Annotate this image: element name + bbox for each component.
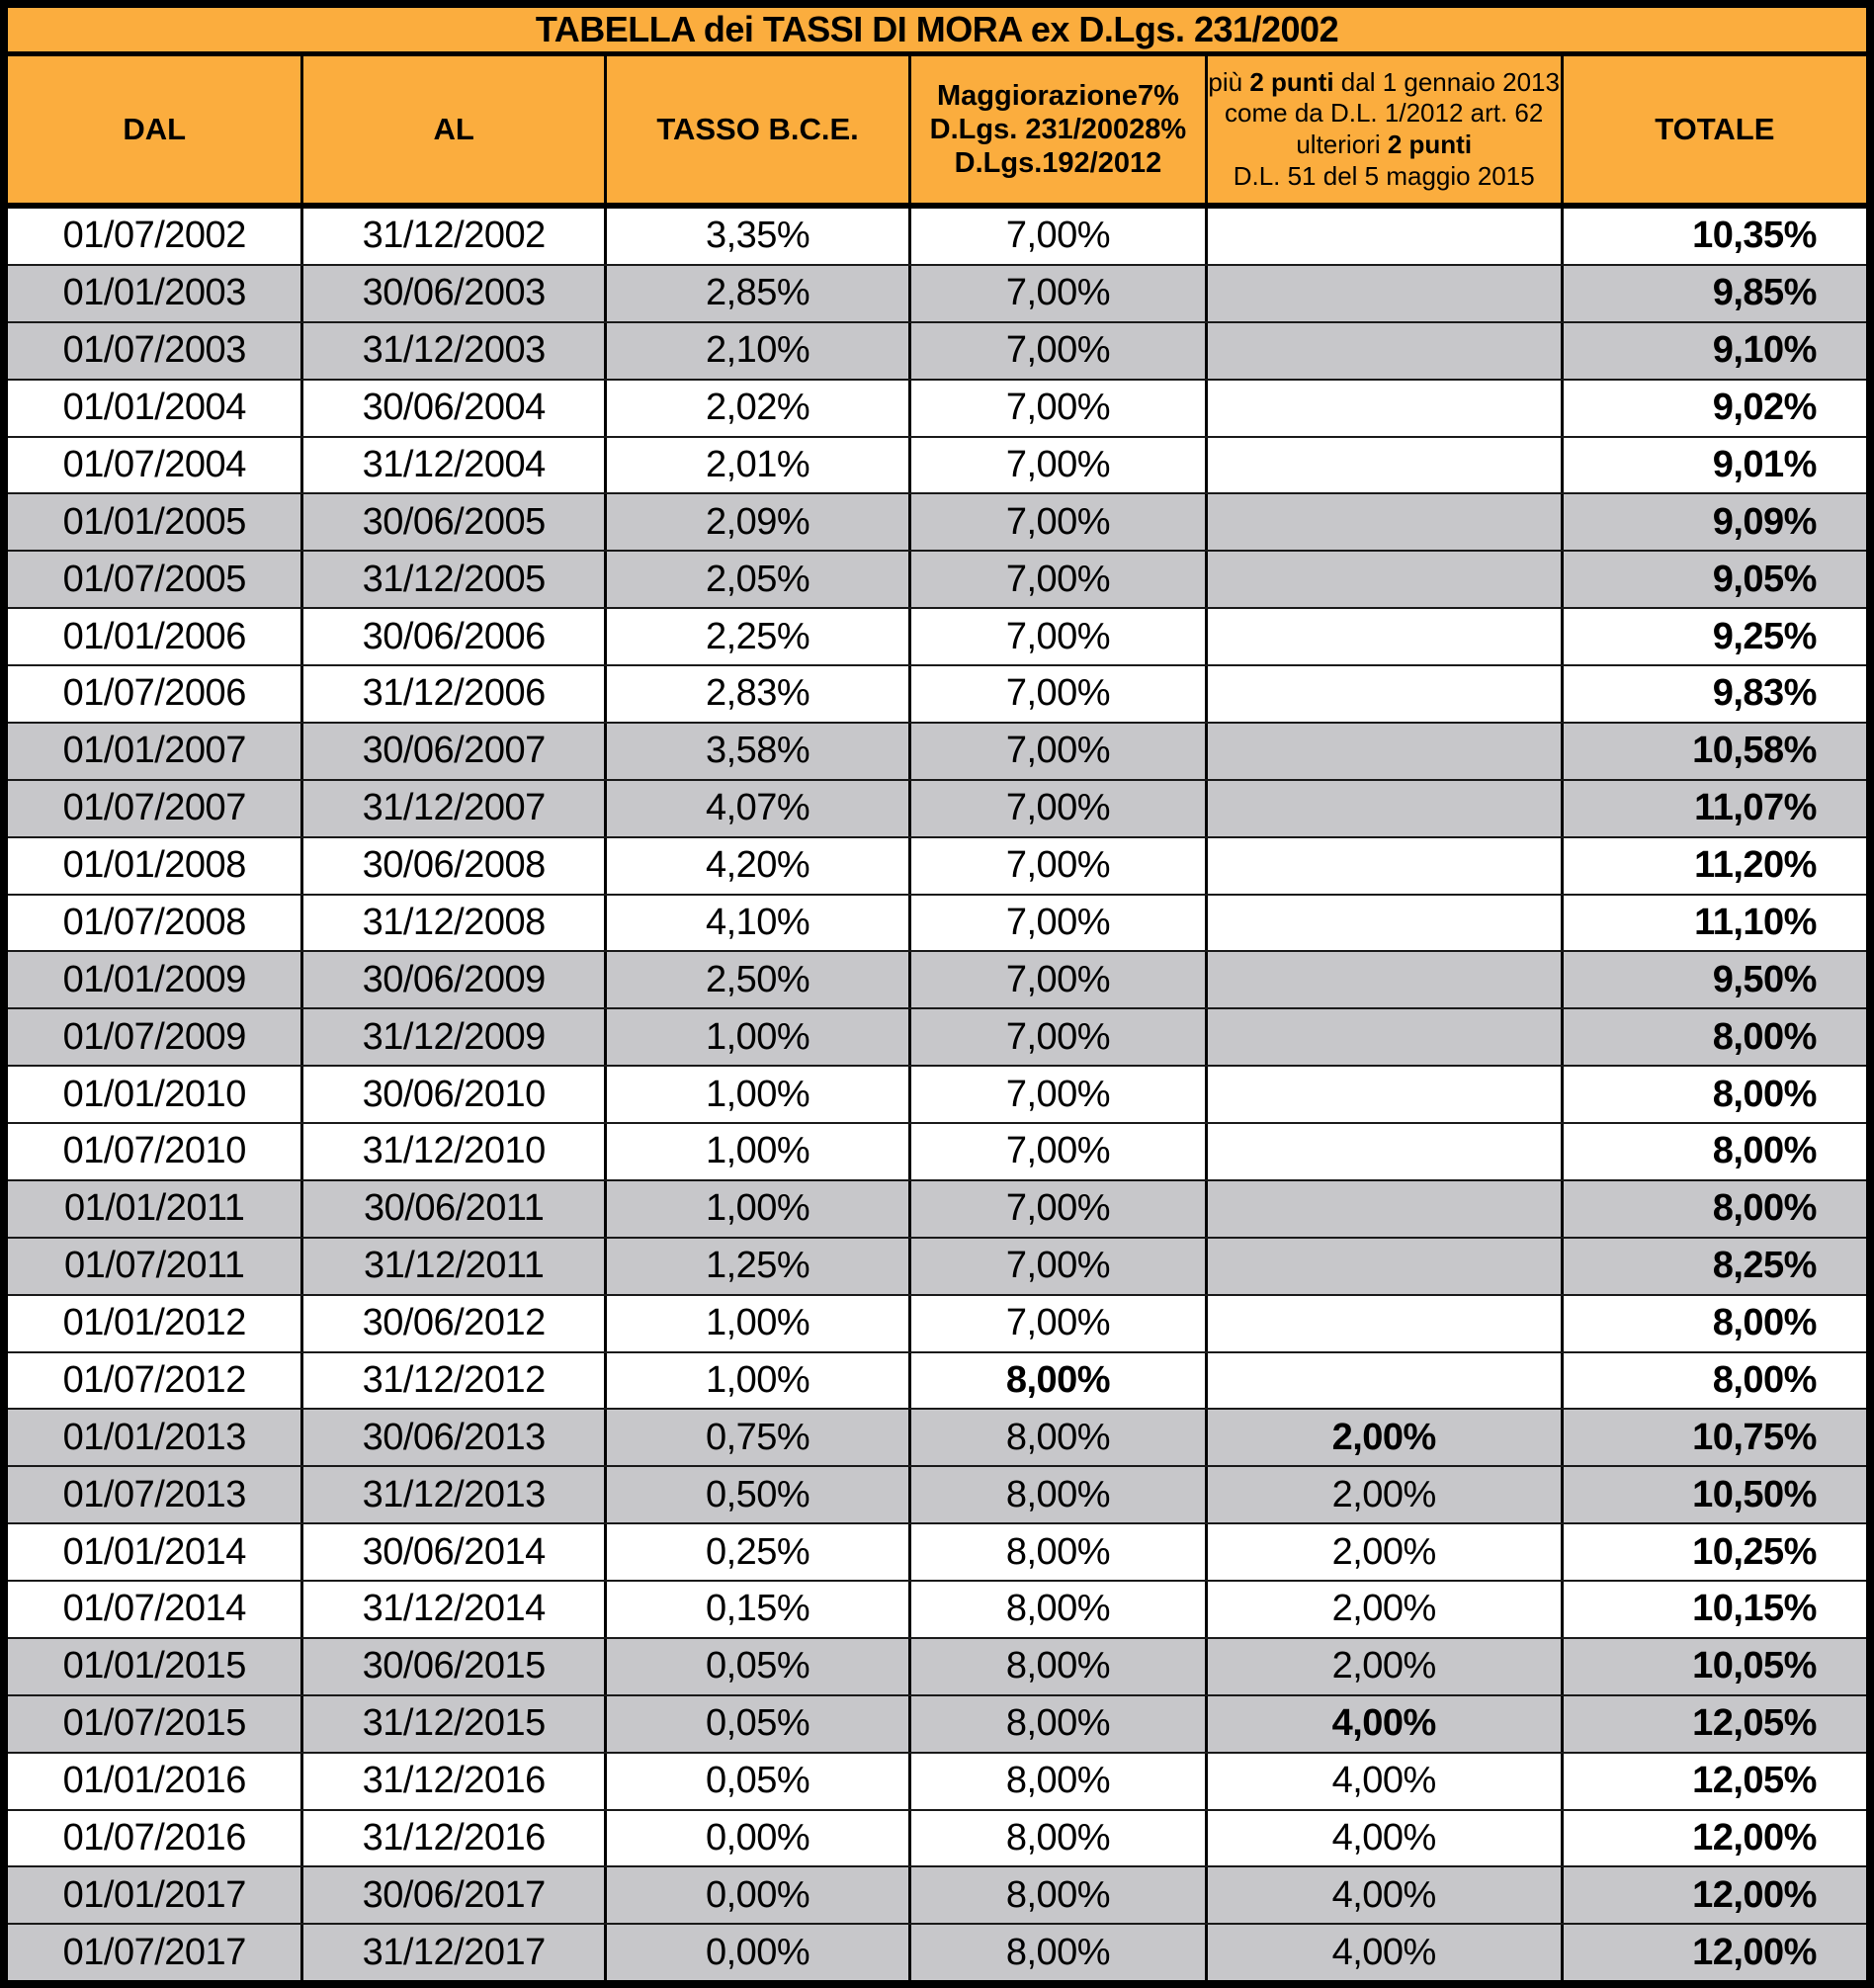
cell-punti xyxy=(1205,1009,1561,1065)
cell-dal: 01/07/2008 xyxy=(62,901,246,943)
cell-tasso-bce: 1,00% xyxy=(604,1124,908,1179)
cell-al: 30/06/2015 xyxy=(300,1639,603,1694)
table-row xyxy=(8,1294,1866,1351)
table-row xyxy=(8,1865,1866,1923)
header-maggiorazione-line: D.Lgs.192/2012 xyxy=(954,147,1162,180)
cell-totale: 9,25% xyxy=(1561,609,1866,664)
cell-totale: 8,00% xyxy=(1561,1009,1866,1065)
table-row xyxy=(8,1522,1866,1580)
cell-dal: 01/01/2011 xyxy=(64,1187,245,1230)
cell-maggiorazione: 7,00% xyxy=(908,1239,1204,1294)
cell-punti: 4,00% xyxy=(1205,1811,1561,1866)
cell-punti xyxy=(1205,1181,1561,1237)
cell-totale: 10,50% xyxy=(1561,1467,1866,1522)
cell-al: 30/06/2008 xyxy=(300,838,603,894)
cell-punti xyxy=(1205,209,1561,264)
cell-totale: 8,00% xyxy=(1561,1296,1866,1351)
cell-totale: 8,00% xyxy=(1561,1181,1866,1237)
cell-tasso-bce: 0,00% xyxy=(604,1925,908,1980)
cell-tasso-bce: 4,20% xyxy=(604,838,908,894)
cell-al: 31/12/2008 xyxy=(300,896,603,951)
table-row xyxy=(8,492,1866,550)
cell-dal: 01/01/2008 xyxy=(62,844,246,887)
header-dal: DAL xyxy=(123,112,187,147)
cell-al: 31/12/2011 xyxy=(300,1239,603,1294)
cell-totale: 8,00% xyxy=(1561,1353,1866,1409)
cell-dal: 01/01/2006 xyxy=(62,615,246,657)
cell-tasso-bce: 1,00% xyxy=(604,1009,908,1065)
table-row xyxy=(8,1465,1866,1522)
cell-maggiorazione: 8,00% xyxy=(908,1925,1204,1980)
cell-dal: 01/07/2002 xyxy=(62,215,246,257)
cell-dal: 01/07/2016 xyxy=(62,1816,246,1858)
cell-dal: 01/07/2005 xyxy=(62,558,246,600)
cell-al: 30/06/2005 xyxy=(300,494,603,550)
header-maggiorazione-line: Maggiorazione7% xyxy=(936,79,1179,112)
table-row xyxy=(8,1752,1866,1809)
cell-maggiorazione: 8,00% xyxy=(908,1639,1204,1694)
header-punti-line: come da D.L. 1/2012 art. 62 xyxy=(1225,98,1544,129)
cell-totale: 12,00% xyxy=(1561,1867,1866,1923)
cell-dal: 01/07/2010 xyxy=(62,1130,246,1172)
cell-tasso-bce: 4,10% xyxy=(604,896,908,951)
table-row xyxy=(8,436,1866,493)
cell-dal: 01/01/2015 xyxy=(62,1645,246,1687)
header-punti-line: D.L. 51 del 5 maggio 2015 xyxy=(1233,160,1535,191)
cell-totale: 9,09% xyxy=(1561,494,1866,550)
cell-totale: 12,05% xyxy=(1561,1696,1866,1752)
cell-totale: 9,05% xyxy=(1561,552,1866,607)
cell-dal: 01/01/2004 xyxy=(62,387,246,429)
cell-tasso-bce: 0,05% xyxy=(604,1639,908,1694)
cell-maggiorazione: 7,00% xyxy=(908,1009,1204,1065)
cell-tasso-bce: 2,05% xyxy=(604,552,908,607)
cell-tasso-bce: 0,00% xyxy=(604,1811,908,1866)
cell-al: 31/12/2014 xyxy=(300,1582,603,1637)
cell-punti: 2,00% xyxy=(1205,1582,1561,1637)
cell-totale: 9,50% xyxy=(1561,952,1866,1007)
cell-totale: 10,75% xyxy=(1561,1410,1866,1465)
cell-punti xyxy=(1205,1353,1561,1409)
cell-maggiorazione: 8,00% xyxy=(908,1811,1204,1866)
cell-tasso-bce: 2,25% xyxy=(604,609,908,664)
table-row xyxy=(8,321,1866,379)
cell-maggiorazione: 8,00% xyxy=(908,1410,1204,1465)
cell-punti xyxy=(1205,381,1561,436)
cell-al: 31/12/2017 xyxy=(300,1925,603,1980)
table-row xyxy=(8,1237,1866,1294)
table-title: TABELLA dei TASSI DI MORA ex D.Lgs. 231/2002 xyxy=(535,9,1339,49)
cell-punti xyxy=(1205,552,1561,607)
cell-maggiorazione: 7,00% xyxy=(908,381,1204,436)
cell-dal: 01/01/2017 xyxy=(62,1873,246,1916)
table-row xyxy=(8,1408,1866,1465)
cell-tasso-bce: 1,25% xyxy=(604,1239,908,1294)
cell-punti xyxy=(1205,1239,1561,1294)
cell-totale: 9,02% xyxy=(1561,381,1866,436)
table-title-bar xyxy=(8,8,1866,56)
cell-dal: 01/01/2013 xyxy=(62,1416,246,1458)
cell-dal: 01/07/2013 xyxy=(62,1473,246,1515)
cell-al: 30/06/2011 xyxy=(300,1181,603,1237)
cell-maggiorazione: 7,00% xyxy=(908,781,1204,836)
cell-al: 30/06/2007 xyxy=(300,724,603,779)
header-maggiorazione xyxy=(908,56,1204,203)
table-row xyxy=(8,1065,1866,1122)
cell-maggiorazione: 7,00% xyxy=(908,323,1204,379)
cell-dal: 01/01/2014 xyxy=(62,1530,246,1573)
table-row xyxy=(8,550,1866,607)
header-al: AL xyxy=(300,56,603,203)
cell-totale: 9,85% xyxy=(1561,266,1866,321)
header-maggiorazione-line: D.Lgs. 231/20028% xyxy=(929,113,1187,145)
table-row xyxy=(8,607,1866,664)
cell-punti xyxy=(1205,952,1561,1007)
cell-totale: 12,00% xyxy=(1561,1811,1866,1866)
table-row xyxy=(8,1694,1866,1752)
cell-al: 30/06/2014 xyxy=(300,1524,603,1580)
cell-dal: 01/07/2004 xyxy=(62,443,246,485)
cell-totale: 10,58% xyxy=(1561,724,1866,779)
cell-tasso-bce: 2,50% xyxy=(604,952,908,1007)
cell-totale: 12,05% xyxy=(1561,1754,1866,1809)
table-row xyxy=(8,1179,1866,1237)
table-row xyxy=(8,1637,1866,1694)
cell-dal: 01/07/2014 xyxy=(62,1588,246,1630)
cell-punti: 4,00% xyxy=(1205,1754,1561,1809)
table-row xyxy=(8,1007,1866,1065)
cell-punti xyxy=(1205,666,1561,722)
cell-maggiorazione: 8,00% xyxy=(908,1353,1204,1409)
header-tasso-bce: TASSO B.C.E. xyxy=(604,56,908,203)
cell-al: 31/12/2013 xyxy=(300,1467,603,1522)
cell-maggiorazione: 7,00% xyxy=(908,494,1204,550)
cell-dal: 01/01/2009 xyxy=(62,958,246,1000)
table-row xyxy=(8,264,1866,321)
cell-tasso-bce: 4,07% xyxy=(604,781,908,836)
cell-totale: 8,00% xyxy=(1561,1067,1866,1122)
header-piu-punti xyxy=(1205,56,1561,203)
cell-tasso-bce: 2,01% xyxy=(604,438,908,493)
table-row xyxy=(8,209,1866,264)
cell-totale: 10,15% xyxy=(1561,1582,1866,1637)
cell-al: 30/06/2004 xyxy=(300,381,603,436)
cell-punti: 2,00% xyxy=(1205,1467,1561,1522)
cell-totale: 9,83% xyxy=(1561,666,1866,722)
cell-punti xyxy=(1205,1124,1561,1179)
cell-punti: 2,00% xyxy=(1205,1410,1561,1465)
table-row xyxy=(8,1351,1866,1409)
cell-dal: 01/01/2005 xyxy=(62,500,246,543)
cell-totale: 8,00% xyxy=(1561,1124,1866,1179)
cell-maggiorazione: 7,00% xyxy=(908,209,1204,264)
cell-totale: 9,01% xyxy=(1561,438,1866,493)
cell-al: 31/12/2016 xyxy=(300,1811,603,1866)
cell-totale: 10,25% xyxy=(1561,1524,1866,1580)
cell-punti xyxy=(1205,609,1561,664)
cell-punti xyxy=(1205,896,1561,951)
cell-al: 31/12/2010 xyxy=(300,1124,603,1179)
table-row xyxy=(8,1580,1866,1637)
cell-al: 31/12/2015 xyxy=(300,1696,603,1752)
header-totale: TOTALE xyxy=(1561,56,1866,203)
cell-totale: 11,20% xyxy=(1561,838,1866,894)
cell-dal: 01/01/2016 xyxy=(62,1760,246,1802)
cell-maggiorazione: 7,00% xyxy=(908,552,1204,607)
cell-dal: 01/07/2006 xyxy=(62,672,246,715)
cell-punti: 2,00% xyxy=(1205,1639,1561,1694)
cell-tasso-bce: 0,25% xyxy=(604,1524,908,1580)
cell-maggiorazione: 8,00% xyxy=(908,1696,1204,1752)
cell-punti xyxy=(1205,1296,1561,1351)
cell-tasso-bce: 0,15% xyxy=(604,1582,908,1637)
cell-punti xyxy=(1205,323,1561,379)
cell-punti: 4,00% xyxy=(1205,1867,1561,1923)
cell-maggiorazione: 7,00% xyxy=(908,724,1204,779)
cell-al: 31/12/2009 xyxy=(300,1009,603,1065)
cell-maggiorazione: 7,00% xyxy=(908,1124,1204,1179)
cell-dal: 01/01/2012 xyxy=(62,1302,246,1344)
cell-totale: 8,25% xyxy=(1561,1239,1866,1294)
cell-tasso-bce: 1,00% xyxy=(604,1353,908,1409)
cell-al: 31/12/2016 xyxy=(300,1754,603,1809)
cell-maggiorazione: 7,00% xyxy=(908,438,1204,493)
table-row xyxy=(8,1809,1866,1866)
cell-maggiorazione: 7,00% xyxy=(908,952,1204,1007)
cell-maggiorazione: 7,00% xyxy=(908,1181,1204,1237)
cell-al: 30/06/2009 xyxy=(300,952,603,1007)
cell-al: 30/06/2017 xyxy=(300,1867,603,1923)
cell-tasso-bce: 0,75% xyxy=(604,1410,908,1465)
cell-totale: 11,10% xyxy=(1561,896,1866,951)
cell-al: 30/06/2003 xyxy=(300,266,603,321)
cell-al: 31/12/2007 xyxy=(300,781,603,836)
cell-tasso-bce: 2,83% xyxy=(604,666,908,722)
cell-totale: 10,35% xyxy=(1561,209,1866,264)
table-row xyxy=(8,836,1866,894)
cell-al: 30/06/2012 xyxy=(300,1296,603,1351)
table-row xyxy=(8,379,1866,436)
cell-tasso-bce: 0,50% xyxy=(604,1467,908,1522)
cell-maggiorazione: 8,00% xyxy=(908,1867,1204,1923)
cell-al: 30/06/2006 xyxy=(300,609,603,664)
cell-totale: 10,05% xyxy=(1561,1639,1866,1694)
table-row xyxy=(8,779,1866,836)
cell-dal: 01/07/2015 xyxy=(62,1702,246,1745)
cell-punti xyxy=(1205,438,1561,493)
cell-tasso-bce: 0,00% xyxy=(604,1867,908,1923)
cell-maggiorazione: 7,00% xyxy=(908,666,1204,722)
cell-punti xyxy=(1205,1067,1561,1122)
cell-maggiorazione: 8,00% xyxy=(908,1467,1204,1522)
cell-tasso-bce: 3,35% xyxy=(604,209,908,264)
table-row xyxy=(8,664,1866,722)
table-row xyxy=(8,950,1866,1007)
cell-dal: 01/01/2007 xyxy=(62,730,246,772)
cell-totale: 11,07% xyxy=(1561,781,1866,836)
cell-punti xyxy=(1205,838,1561,894)
cell-tasso-bce: 2,85% xyxy=(604,266,908,321)
cell-dal: 01/07/2011 xyxy=(64,1245,245,1287)
cell-totale: 9,10% xyxy=(1561,323,1866,379)
cell-maggiorazione: 7,00% xyxy=(908,896,1204,951)
cell-tasso-bce: 3,58% xyxy=(604,724,908,779)
cell-maggiorazione: 8,00% xyxy=(908,1524,1204,1580)
cell-tasso-bce: 2,10% xyxy=(604,323,908,379)
cell-al: 31/12/2005 xyxy=(300,552,603,607)
cell-dal: 01/07/2017 xyxy=(62,1931,246,1973)
cell-dal: 01/01/2010 xyxy=(62,1073,246,1115)
cell-dal: 01/07/2009 xyxy=(62,1015,246,1058)
cell-maggiorazione: 7,00% xyxy=(908,1067,1204,1122)
cell-punti xyxy=(1205,781,1561,836)
cell-tasso-bce: 2,09% xyxy=(604,494,908,550)
cell-maggiorazione: 7,00% xyxy=(908,838,1204,894)
cell-totale: 12,00% xyxy=(1561,1925,1866,1980)
cell-tasso-bce: 2,02% xyxy=(604,381,908,436)
cell-punti: 4,00% xyxy=(1205,1696,1561,1752)
header-punti-line: più 2 punti dal 1 gennaio 2013 xyxy=(1208,66,1560,97)
cell-dal: 01/07/2012 xyxy=(62,1358,246,1401)
cell-maggiorazione: 8,00% xyxy=(908,1754,1204,1809)
table-row xyxy=(8,894,1866,951)
cell-punti xyxy=(1205,724,1561,779)
cell-al: 31/12/2002 xyxy=(300,209,603,264)
cell-al: 31/12/2006 xyxy=(300,666,603,722)
cell-dal: 01/01/2003 xyxy=(62,272,246,314)
cell-maggiorazione: 8,00% xyxy=(908,1582,1204,1637)
cell-punti: 2,00% xyxy=(1205,1524,1561,1580)
cell-punti xyxy=(1205,494,1561,550)
cell-tasso-bce: 0,05% xyxy=(604,1754,908,1809)
cell-dal: 01/07/2007 xyxy=(62,787,246,829)
cell-maggiorazione: 7,00% xyxy=(908,609,1204,664)
table-row xyxy=(8,1923,1866,1980)
table-header-row xyxy=(8,56,1866,209)
cell-tasso-bce: 1,00% xyxy=(604,1067,908,1122)
table-row xyxy=(8,722,1866,779)
cell-punti: 4,00% xyxy=(1205,1925,1561,1980)
cell-al: 31/12/2003 xyxy=(300,323,603,379)
cell-al: 30/06/2013 xyxy=(300,1410,603,1465)
cell-punti xyxy=(1205,266,1561,321)
cell-al: 31/12/2012 xyxy=(300,1353,603,1409)
cell-tasso-bce: 1,00% xyxy=(604,1181,908,1237)
table-row xyxy=(8,1122,1866,1179)
header-punti-line: ulteriori 2 punti xyxy=(1296,130,1473,159)
cell-al: 31/12/2004 xyxy=(300,438,603,493)
table-body xyxy=(8,209,1866,1980)
cell-maggiorazione: 7,00% xyxy=(908,1296,1204,1351)
cell-tasso-bce: 1,00% xyxy=(604,1296,908,1351)
cell-al: 30/06/2010 xyxy=(300,1067,603,1122)
cell-dal: 01/07/2003 xyxy=(62,329,246,372)
cell-maggiorazione: 7,00% xyxy=(908,266,1204,321)
cell-tasso-bce: 0,05% xyxy=(604,1696,908,1752)
